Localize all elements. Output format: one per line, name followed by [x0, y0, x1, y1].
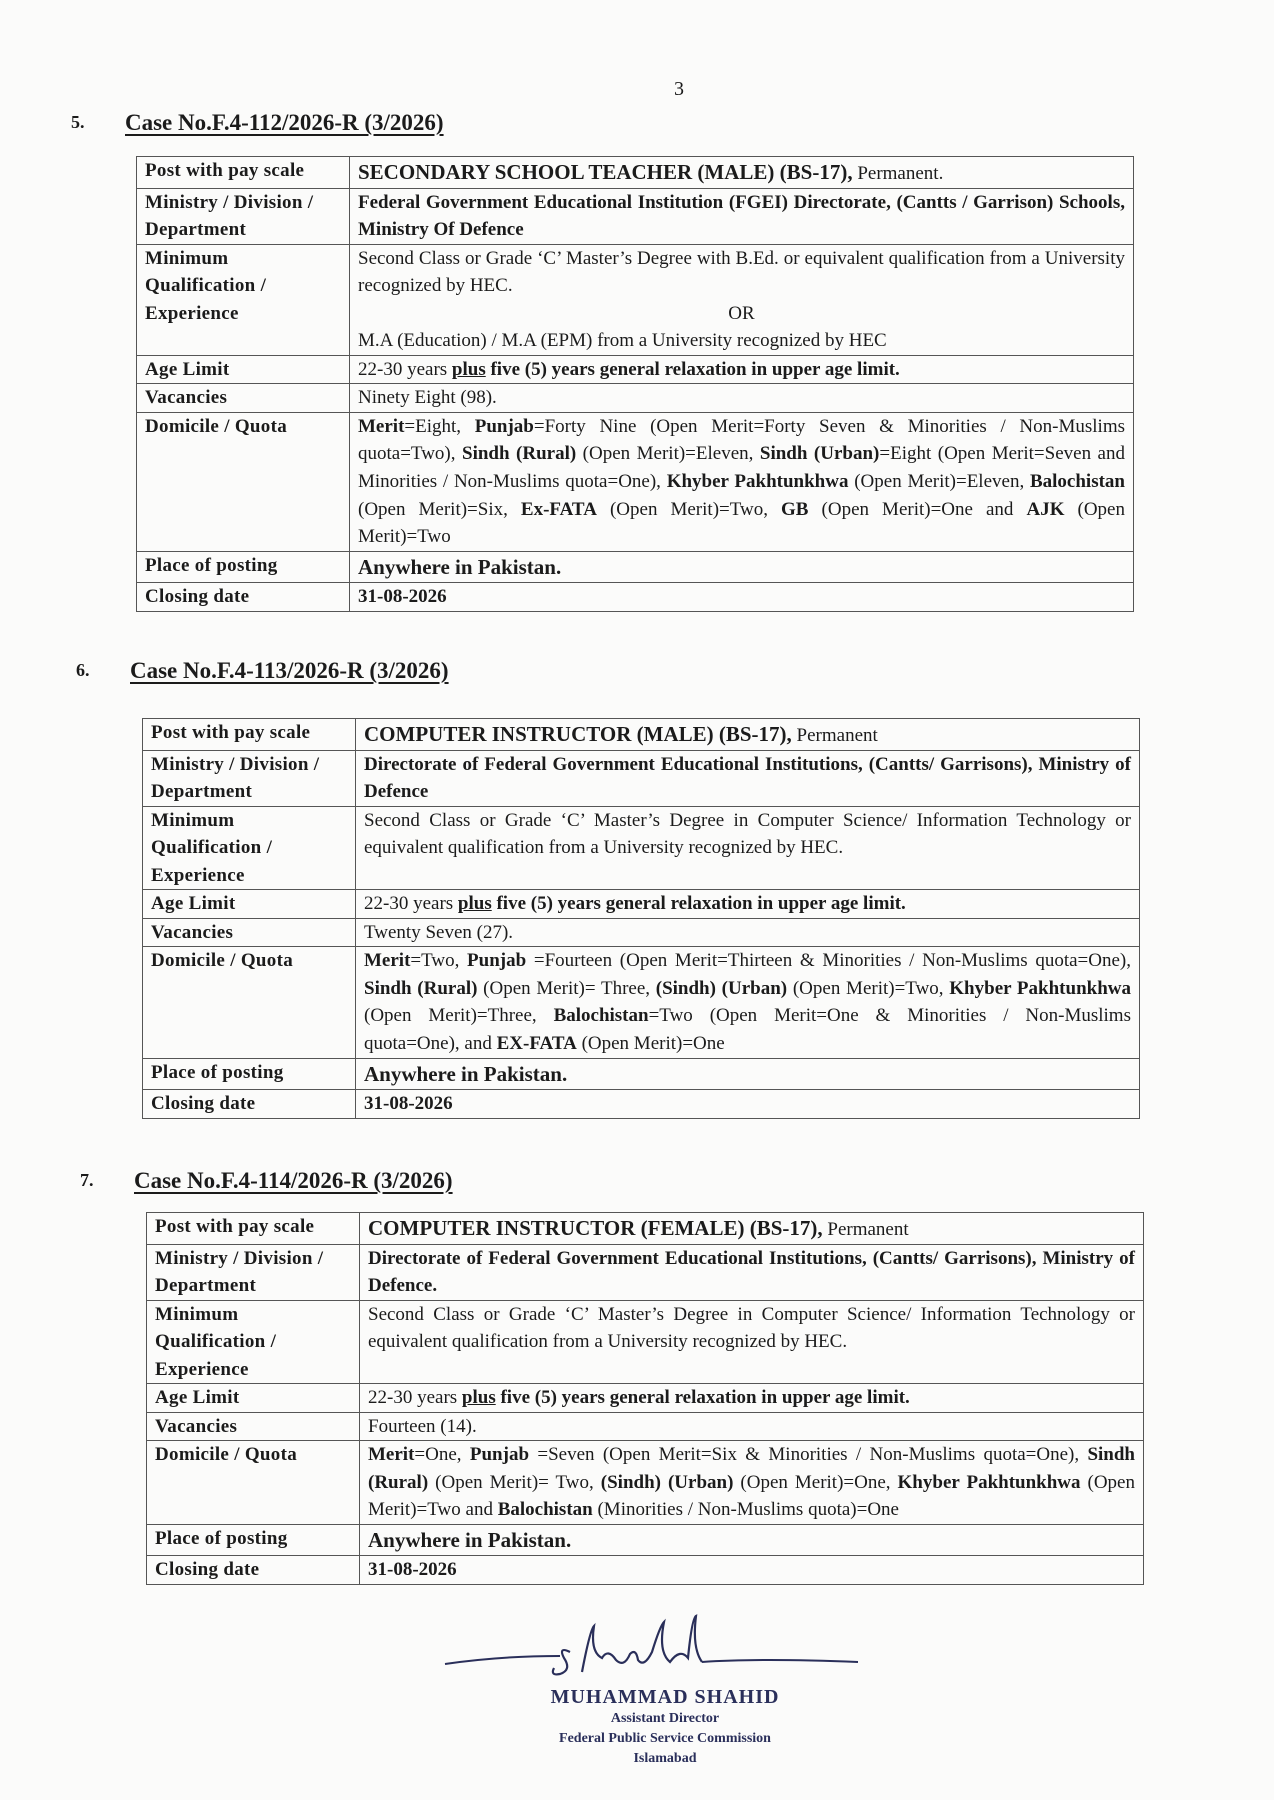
place-value: Anywhere in Pakistan.	[350, 551, 1134, 582]
label-domicile: Domicile / Quota	[137, 412, 350, 551]
label-age: Age Limit	[137, 355, 350, 384]
vacancies-value: Twenty Seven (27).	[356, 918, 1140, 947]
domicile-value	[350, 412, 1134, 551]
age-value: 22-30 years plus five (5) years general relaxation in upper age limit.	[360, 1384, 1144, 1413]
label-closing: Closing date	[147, 1556, 360, 1585]
post-status: Permanent	[822, 1219, 909, 1240]
case-title: Case No.F.4-114/2026-R (3/2026)	[134, 1168, 453, 1193]
label-ministry: Ministry / Division / Department	[143, 750, 356, 806]
age-value: 22-30 years plus five (5) years general relaxation in upper age limit.	[356, 890, 1140, 919]
label-age: Age Limit	[147, 1384, 360, 1413]
case-heading	[76, 658, 449, 684]
quota-text: (Minorities / Non-Muslims quota)=One	[592, 1499, 899, 1521]
quota-region: Merit	[358, 415, 405, 437]
quota-region: Merit	[364, 950, 411, 972]
post-status: Permanent	[791, 725, 878, 746]
label-post: Post with pay scale	[143, 719, 356, 751]
quota-region: Ex-FATA	[520, 498, 597, 520]
label-qualification: Minimum Qualification / Experience	[147, 1300, 360, 1384]
label-ministry: Ministry / Division / Department	[137, 188, 350, 244]
label-post: Post with pay scale	[147, 1213, 360, 1245]
case-table	[136, 156, 1134, 612]
label-place: Place of posting	[147, 1525, 360, 1556]
quota-text: (Open Merit)=Two,	[787, 977, 950, 999]
post-title: COMPUTER INSTRUCTOR (MALE) (BS-17),	[364, 722, 792, 746]
label-age: Age Limit	[143, 890, 356, 919]
quota-region: Punjab	[467, 950, 527, 972]
quota-region: Balochistan	[553, 1005, 649, 1027]
quota-region: Punjab	[469, 1444, 530, 1466]
label-domicile: Domicile / Quota	[143, 947, 356, 1058]
place-value: Anywhere in Pakistan.	[356, 1058, 1140, 1089]
quota-text: =Seven (Open Merit=Six & Minorities / Non-Muslims quota=One),	[529, 1444, 1088, 1466]
page-number: 3	[674, 78, 684, 100]
closing-value: 31-08-2026	[360, 1556, 1144, 1585]
label-vacancies: Vacancies	[143, 918, 356, 947]
quota-text: (Open Merit)=One,	[733, 1471, 898, 1493]
quota-region: Sindh (Rural)	[462, 443, 577, 465]
quota-region: Balochistan	[1029, 471, 1125, 493]
label-vacancies: Vacancies	[147, 1412, 360, 1441]
quota-text: (Open Merit)=Eleven,	[576, 443, 760, 465]
quota-region: Khyber Pakhtunkhwa	[666, 471, 849, 493]
case-number: 7.	[80, 1170, 94, 1190]
quota-text: (Open Merit)=Six,	[358, 498, 521, 520]
quota-region: Sindh (Urban)	[759, 443, 880, 465]
quota-region: Khyber Pakhtunkhwa	[897, 1471, 1081, 1493]
qualification-value: Second Class or Grade ‘C’ Master’s Degree in Computer Science/ Information Technology or equivalent qualification from a University recognized by HEC.	[356, 806, 1140, 890]
closing-value: 31-08-2026	[356, 1090, 1140, 1119]
case-title: Case No.F.4-112/2026-R (3/2026)	[125, 110, 444, 135]
domicile-value	[360, 1441, 1144, 1525]
domicile-value	[356, 947, 1140, 1058]
place-value: Anywhere in Pakistan.	[360, 1525, 1144, 1556]
quota-text: (Open Merit)=Two	[358, 498, 1125, 548]
quota-text: =One,	[414, 1444, 470, 1466]
vacancies-value: Ninety Eight (98).	[350, 384, 1134, 413]
quota-region: (Sindh) (Urban)	[600, 1471, 734, 1493]
vacancies-value: Fourteen (14).	[360, 1412, 1144, 1441]
qualification-text: Second Class or Grade ‘C’ Master’s Degree with B.Ed. or equivalent qualification from a University recognized by HEC.	[358, 247, 1125, 297]
quota-text: (Open Merit)= Three,	[477, 977, 656, 999]
post-title: COMPUTER INSTRUCTOR (FEMALE) (BS-17),	[368, 1216, 823, 1240]
quota-region: Merit	[368, 1444, 415, 1466]
post-value	[360, 1213, 1144, 1245]
case-heading	[71, 110, 444, 136]
quota-text: (Open Merit)=One	[576, 1033, 725, 1055]
case-title: Case No.F.4-113/2026-R (3/2026)	[130, 658, 449, 683]
label-closing: Closing date	[143, 1090, 356, 1119]
quota-text: =Fourteen (Open Merit=Thirteen & Minorities / Non-Muslims quota=One),	[526, 950, 1132, 972]
signatory-organization: Federal Public Service Commission	[559, 1731, 771, 1746]
ministry-value: Directorate of Federal Government Educational Institutions, (Cantts/ Garrisons), Ministry of Defence.	[360, 1244, 1144, 1300]
quota-region: AJK	[1026, 498, 1065, 520]
signatory-city: Islamabad	[633, 1751, 697, 1766]
case-number: 5.	[71, 112, 85, 132]
quota-text: =Eight,	[404, 415, 475, 437]
post-value	[356, 719, 1140, 751]
quota-text: =Two,	[410, 950, 468, 972]
signature-block	[520, 1686, 810, 1769]
quota-text: (Open Merit)= Two,	[428, 1471, 601, 1493]
quota-region: Punjab	[474, 415, 534, 437]
quota-text: (Open Merit)=Two and	[368, 1471, 1135, 1521]
quota-text: (Open Merit)=Three,	[364, 1005, 554, 1027]
quota-region: (Sindh) (Urban)	[655, 977, 788, 999]
label-place: Place of posting	[137, 551, 350, 582]
qualification-or: OR	[728, 302, 755, 324]
label-qualification: Minimum Qualification / Experience	[143, 806, 356, 890]
ministry-value: Federal Government Educational Institution (FGEI) Directorate, (Cantts / Garrison) Schools, Ministry Of Defence	[350, 188, 1134, 244]
case-heading	[80, 1168, 453, 1194]
label-qualification: Minimum Qualification / Experience	[137, 244, 350, 355]
quota-text: (Open Merit)=Eleven,	[848, 471, 1030, 493]
quota-text: (Open Merit)=One and	[808, 498, 1027, 520]
ministry-value: Directorate of Federal Government Educational Institutions, (Cantts/ Garrisons), Ministry of Defence	[356, 750, 1140, 806]
quota-region: Sindh (Rural)	[368, 1444, 1135, 1493]
quota-text: =Forty Nine (Open Merit=Forty Seven & Minorities / Non-Muslims quota=Two),	[358, 415, 1125, 465]
quota-region: EX-FATA	[496, 1033, 577, 1055]
label-place: Place of posting	[143, 1058, 356, 1089]
post-value	[350, 157, 1134, 189]
case-table	[146, 1212, 1144, 1585]
quota-text: =Two (Open Merit=One & Minorities / Non-Muslims quota=One), and	[364, 1005, 1131, 1055]
quota-region: Khyber Pakhtunkhwa	[949, 977, 1131, 999]
label-ministry: Ministry / Division / Department	[147, 1244, 360, 1300]
label-closing: Closing date	[137, 583, 350, 612]
handwritten-signature	[440, 1612, 860, 1696]
quota-region: GB	[781, 498, 809, 520]
qualification-value	[350, 244, 1134, 355]
post-status: Permanent.	[852, 163, 944, 184]
signatory-name: MUHAMMAD SHAHID	[550, 1686, 780, 1708]
age-value: 22-30 years plus five (5) years general relaxation in upper age limit.	[350, 355, 1134, 384]
quota-text: (Open Merit)=Two,	[596, 498, 782, 520]
quota-text: =Eight (Open Merit=Seven and Minorities / Non-Muslims quota=One),	[358, 443, 1125, 493]
label-post: Post with pay scale	[137, 157, 350, 189]
case-number: 6.	[76, 660, 90, 680]
label-vacancies: Vacancies	[137, 384, 350, 413]
closing-value: 31-08-2026	[350, 583, 1134, 612]
quota-region: Sindh (Rural)	[364, 977, 478, 999]
quota-region: Balochistan	[497, 1499, 593, 1521]
qualification-text-alt: M.A (Education) / M.A (EPM) from a University recognized by HEC	[358, 330, 887, 352]
signatory-designation: Assistant Director	[610, 1711, 720, 1726]
post-title: SECONDARY SCHOOL TEACHER (MALE) (BS-17),	[358, 160, 853, 184]
label-domicile: Domicile / Quota	[147, 1441, 360, 1525]
qualification-value: Second Class or Grade ‘C’ Master’s Degree in Computer Science/ Information Technology or equivalent qualification from a University recognized by HEC.	[360, 1300, 1144, 1384]
case-table	[142, 718, 1140, 1119]
